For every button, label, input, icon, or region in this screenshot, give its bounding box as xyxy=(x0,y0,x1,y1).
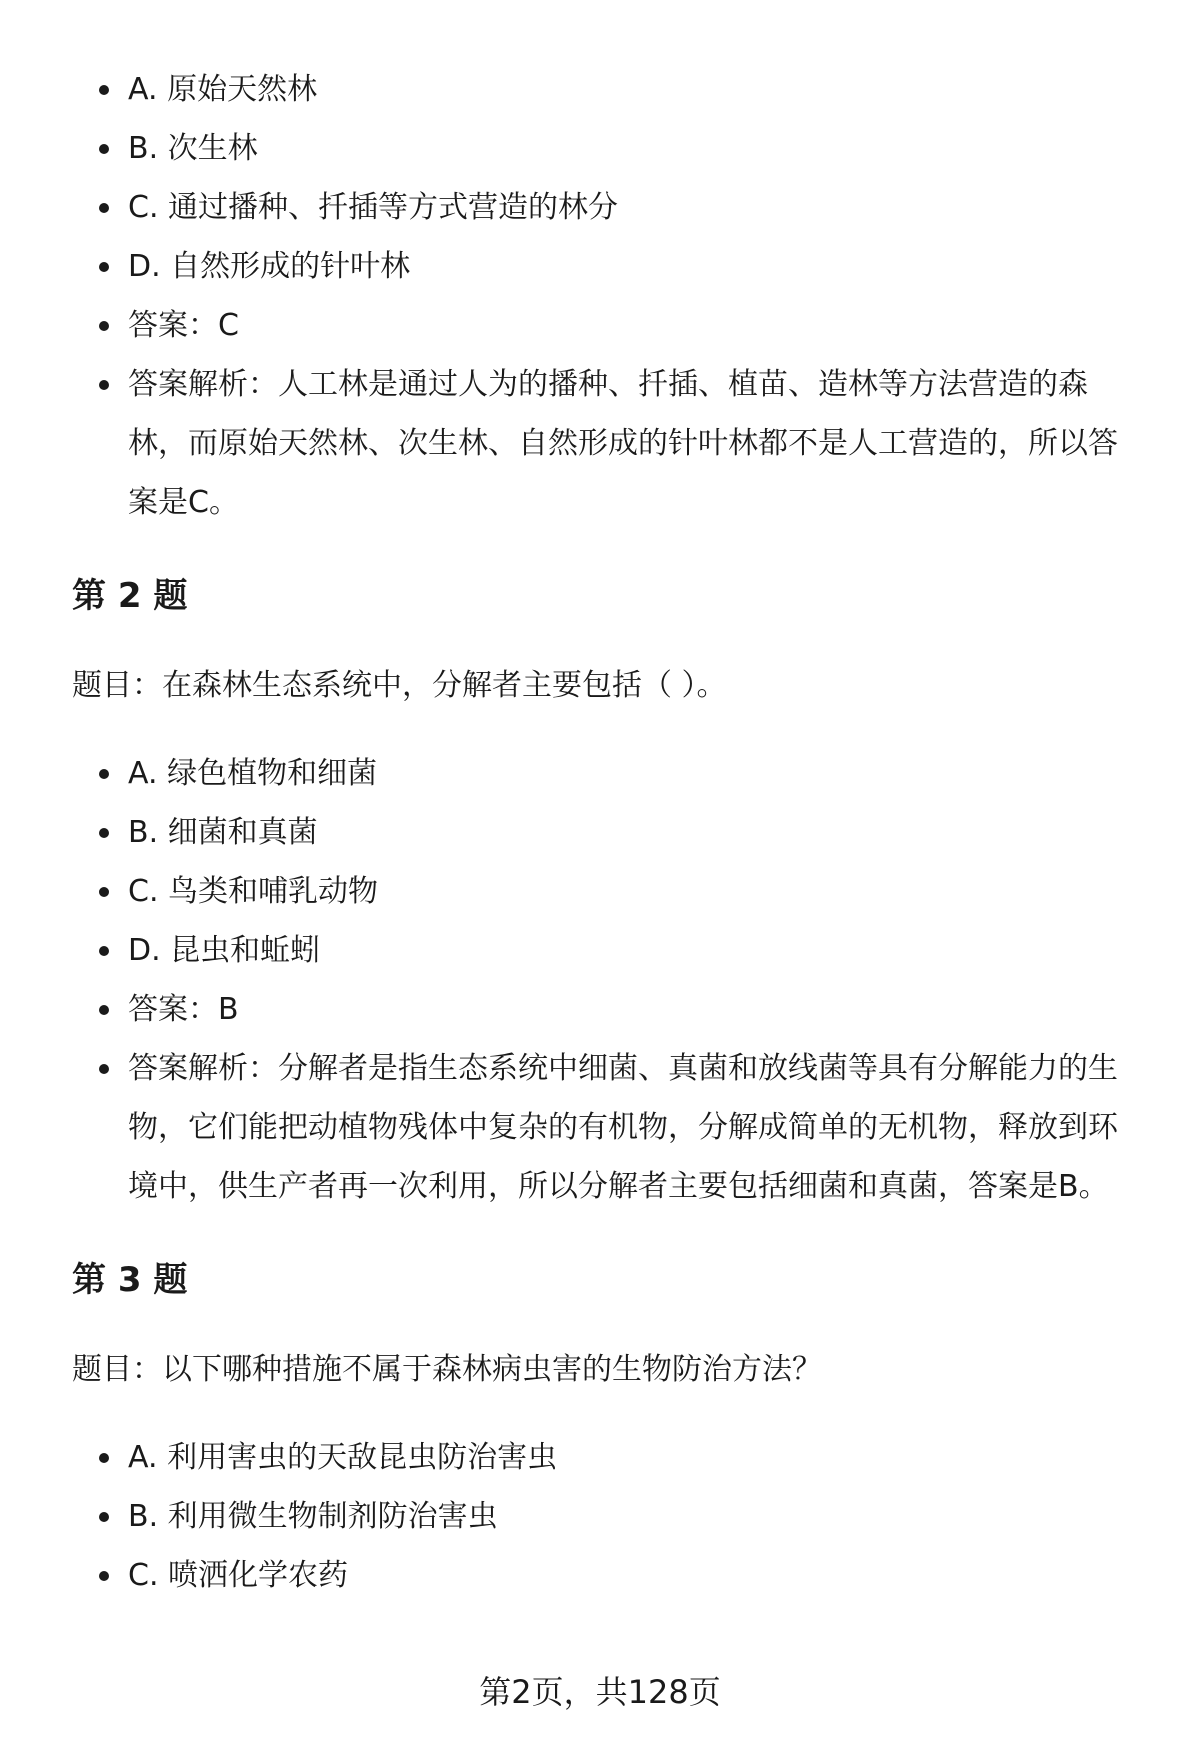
q1-option-d: D. 自然形成的针叶林 xyxy=(72,237,1142,296)
q3-stem: 题目：以下哪种措施不属于森林病虫害的生物防治方法？ xyxy=(72,1352,822,1387)
q2-option-b: B. 细菌和真菌 xyxy=(72,803,1142,862)
q1-option-a: A. 原始天然林 xyxy=(72,60,1142,119)
q2-heading: 第 2 题 xyxy=(72,576,188,616)
q2-option-a: A. 绿色植物和细菌 xyxy=(72,744,1142,803)
q2-options xyxy=(72,744,1142,1216)
q1-answer: 答案：C xyxy=(72,296,1142,355)
page-footer: 第2页，共128页 xyxy=(479,1673,721,1711)
q2-explanation: 答案解析：分解者是指生态系统中细菌、真菌和放线菌等具有分解能力的生物，它们能把动植物残体中复杂的有机物，分解成简单的无机物，释放到环境中，供生产者再一次利用，所以分解者主要包括细菌和真菌，答案是B。 xyxy=(72,1039,1142,1216)
document-page xyxy=(72,60,1142,1605)
q1-option-c: C. 通过播种、扦插等方式营造的林分 xyxy=(72,178,1142,237)
q2-option-c: C. 鸟类和哺乳动物 xyxy=(72,862,1142,921)
q3-option-a: A. 利用害虫的天敌昆虫防治害虫 xyxy=(72,1428,1142,1487)
q2-answer: 答案：B xyxy=(72,980,1142,1039)
q3-heading: 第 3 题 xyxy=(72,1260,188,1300)
q3-option-c: C. 喷洒化学农药 xyxy=(72,1546,1142,1605)
q1-options xyxy=(72,60,1142,532)
q2-stem: 题目：在森林生态系统中，分解者主要包括（ ）。 xyxy=(72,668,727,703)
q2-option-d: D. 昆虫和蚯蚓 xyxy=(72,921,1142,980)
q3-options xyxy=(72,1428,1142,1605)
q1-option-b: B. 次生林 xyxy=(72,119,1142,178)
q1-explanation: 答案解析：人工林是通过人为的播种、扦插、植苗、造林等方法营造的森林，而原始天然林、次生林、自然形成的针叶林都不是人工营造的，所以答案是C。 xyxy=(72,355,1142,532)
q3-option-b: B. 利用微生物制剂防治害虫 xyxy=(72,1487,1142,1546)
